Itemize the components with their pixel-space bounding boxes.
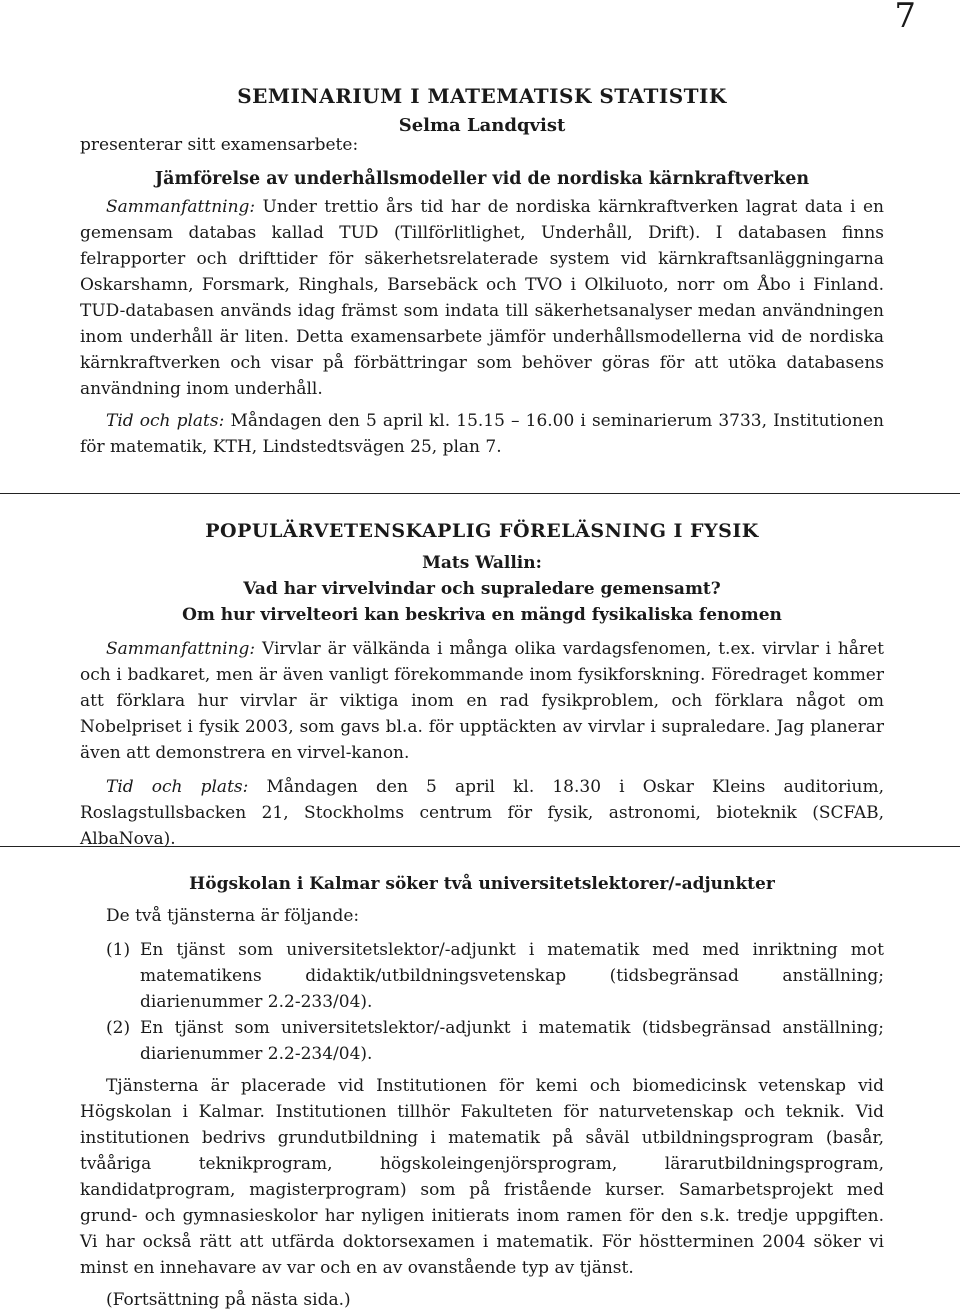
seminar-title: Jämförelse av underhållsmodeller vid de nordiska kärnkraftverken — [154, 169, 810, 189]
job-intro: De två tjänsterna är följande: — [106, 906, 360, 926]
list-item-number: (1) — [106, 940, 131, 960]
lecture-summary-label: Sammanfattning: — [106, 639, 256, 659]
seminar-time-text: Måndagen den 5 april kl. 15.15 – 16.00 i seminarierum 3733, Institutionen för matematik, KTH, Lindstedtsvägen 25, plan 7. — [80, 411, 884, 457]
page-number: 7 — [894, 0, 916, 36]
divider — [0, 846, 960, 847]
lecture-summary — [80, 636, 884, 766]
seminar-summary-label: Sammanfattning: — [106, 197, 256, 217]
lecture-section — [80, 518, 884, 852]
list-item — [80, 937, 884, 1015]
list-item-text: En tjänst som universitetslektor/-adjunkt i matematik med med inriktning mot matematikens didaktik/utbildningsvetenskap (tidsbegränsad anställning; diarienummer 2.2-233/04). — [140, 940, 884, 1012]
list-item — [80, 1015, 884, 1067]
divider — [0, 493, 960, 494]
seminar-time-place — [80, 408, 884, 460]
job-positions-list — [80, 937, 884, 1067]
seminar-section — [80, 82, 884, 460]
seminar-time-label: Tid och plats: — [106, 411, 225, 431]
lecture-time-text: Måndagen den 5 april kl. 18.30 i Oskar Kleins auditorium, Roslagstullsbacken 21, Stockholms centrum för fysik, astronomi, bioteknik (SCFAB, AlbaNova). — [80, 777, 884, 849]
seminar-speaker: Selma Landqvist — [398, 115, 566, 136]
job-heading: Högskolan i Kalmar söker två universitetslektorer/-adjunkter — [189, 874, 775, 894]
seminar-presents: presenterar sitt examensarbete: — [80, 135, 359, 155]
lecture-time-place — [80, 774, 884, 852]
list-item-text: En tjänst som universitetslektor/-adjunkt i matematik (tidsbegränsad anställning; diarienummer 2.2-234/04). — [140, 1018, 884, 1064]
job-body: Tjänsterna är placerade vid Institutionen för kemi och biomedicinsk vetenskap vid Högskolan i Kalmar. Institutionen tillhör Fakulteten för naturvetenskap och teknik. Vid institutionen bedrivs grundutbildning i matematik på såväl utbildningsprogram (basår, tvååriga teknikprogram, högskoleingenjörsprogram, lärarutbildningsprogram, kandidatprogram, magisterprogram) som på fristående kurser. Samarbetsprojekt med grund- och gymnasieskolor har nyligen initierats inom ramen för den s.k. tredje uppgiften. Vi har också rätt att utfärda doktorsexamen i matematik. För höstterminen 2004 söker vi minst en innehavare av var och en av ovanstående typ av tjänst. — [80, 1076, 884, 1278]
seminar-heading: SEMINARIUM I MATEMATISK STATISTIK — [237, 84, 727, 108]
lecture-time-label: Tid och plats: — [106, 777, 249, 797]
seminar-summary — [80, 194, 884, 402]
lecture-heading: POPULÄRVETENSKAPLIG FÖRELÄSNING I FYSIK — [205, 520, 759, 542]
job-section — [80, 871, 884, 1313]
lecture-title-1: Vad har virvelvindar och supraledare gemensamt? — [243, 579, 721, 599]
seminar-summary-text: Under trettio års tid har de nordiska kärnkraftverken lagrat data i en gemensam databas kallad TUD (Tillförlitlighet, Underhåll, Drift). I databasen finns felrapporter och drifttider för säkerhetsrelaterade system vid kärnkraftsanläggningarna Oskarshamn, Forsmark, Ringhals, Barsebäck och TVO i Olkiluoto, norr om Åbo i Finland. TUD-databasen används idag främst som indata till säkerhetsanalyser medan användningen inom underhåll är liten. Detta examensarbete jämför underhållsmodellerna vid de nordiska kärnkraftverken och visar på förbättringar som behöver göras för att utöka databasens användning inom underhåll. — [80, 197, 885, 399]
list-item-number: (2) — [106, 1018, 131, 1038]
job-continued-note: (Fortsättning på nästa sida.) — [106, 1290, 351, 1310]
lecture-speaker: Mats Wallin: — [422, 553, 542, 573]
lecture-title-2: Om hur virvelteori kan beskriva en mängd fysikaliska fenomen — [182, 605, 782, 625]
lecture-summary-text: Virvlar är välkända i många olika vardagsfenomen, t.ex. virvlar i håret och i badkaret, men är även vanligt förekommande inom fysikforskning. Föredraget kommer att förklara hur virvlar är viktiga inom en rad fysikproblem, och förklara något om Nobelpriset i fysik 2003, som gavs bl.a. för upptäckten av virvlar i supraledare. Jag planerar även att demonstrera en virvel-kanon. — [80, 639, 884, 763]
